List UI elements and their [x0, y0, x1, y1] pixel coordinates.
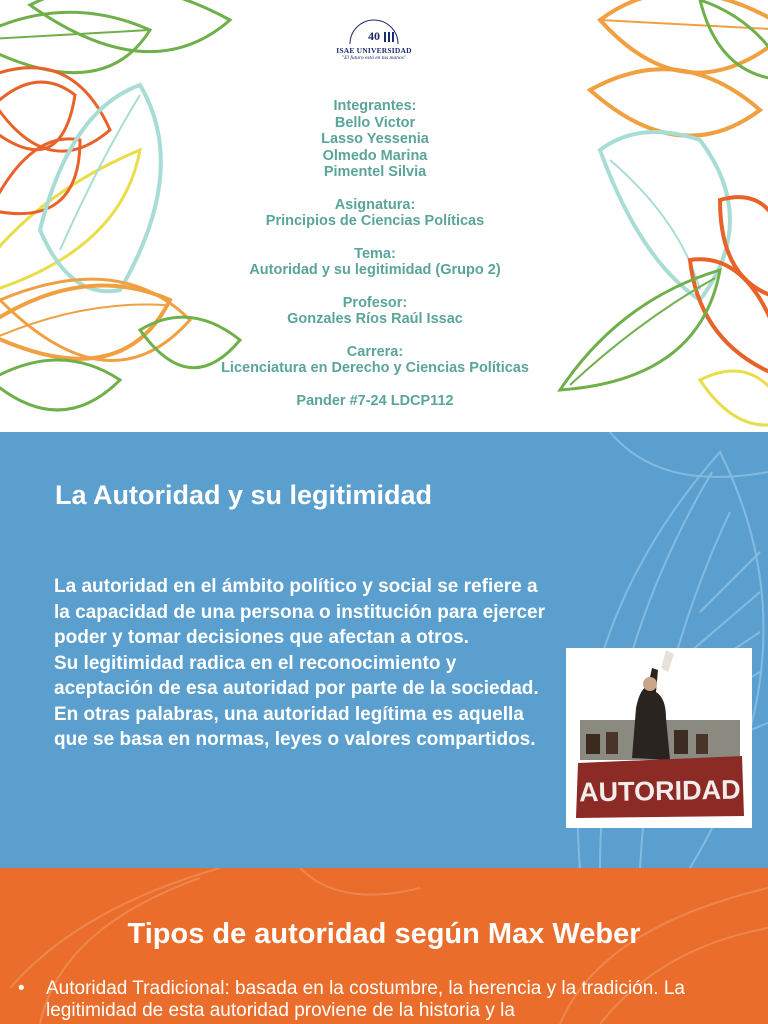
- tema-block: [180, 246, 570, 279]
- asignatura-block: [180, 197, 570, 230]
- grupo-block: [180, 393, 570, 410]
- university-logo: [328, 14, 420, 61]
- profesor-value: Gonzales Ríos Raúl Issac: [287, 311, 463, 327]
- cover-details: [180, 98, 570, 425]
- weber-title: Tipos de autoridad según Max Weber: [127, 918, 641, 950]
- integrantes-block: [180, 98, 570, 181]
- university-motto: "El futuro está en tus manos": [341, 55, 407, 61]
- cover-slide: [0, 0, 768, 432]
- integrante-name: Lasso Yessenia: [321, 131, 429, 147]
- weber-slide: [0, 868, 768, 1024]
- authority-image-text: AUTORIDAD: [578, 774, 741, 808]
- integrante-name: Bello Victor: [334, 114, 416, 131]
- integrante-name: Pimentel Silvia: [323, 164, 427, 180]
- carrera-block: [180, 344, 570, 377]
- authority-paragraph: La autoridad en el ámbito político y social se refiere a la capacidad de una persona o institución para ejercer poder y tomar decisiones que afectan a otros.: [54, 576, 545, 648]
- list-item-text: Autoridad Tradicional: basada en la costumbre, la herencia y la tradición. La legitimidad de esta autoridad proviene de la historia y la: [46, 978, 685, 1021]
- list-item: [18, 978, 758, 1022]
- authority-body: [54, 574, 554, 753]
- carrera-value: Licenciatura en Derecho y Ciencias Políticas: [221, 360, 529, 376]
- university-seal-icon: [342, 14, 406, 46]
- authority-paragraph: Su legitimidad radica en el reconocimiento y aceptación de esa autoridad por parte de la sociedad.: [54, 652, 539, 699]
- asignatura-value: Principios de Ciencias Políticas: [265, 213, 485, 229]
- integrante-name: Olmedo Marina: [322, 147, 428, 164]
- authority-title: La Autoridad y su legitimidad: [55, 480, 433, 510]
- authority-slide: [0, 432, 768, 868]
- asignatura-label: Asignatura:: [334, 196, 416, 213]
- integrantes-label: Integrantes:: [333, 98, 417, 114]
- carrera-label: Carrera:: [346, 343, 404, 360]
- tema-label: Tema:: [354, 245, 396, 262]
- bullet-icon: •: [18, 978, 25, 999]
- svg-text:40: 40: [368, 29, 380, 43]
- profesor-label: Profesor:: [342, 294, 408, 311]
- authority-image: [566, 648, 752, 828]
- university-name: ISAE UNIVERSIDAD: [336, 46, 412, 55]
- grupo-value: Pander #7-24 LDCP112: [296, 392, 454, 409]
- weber-list: [18, 978, 758, 1022]
- tema-value: Autoridad y su legitimidad (Grupo 2): [249, 262, 501, 278]
- authority-photo: [566, 648, 752, 828]
- authority-paragraph: En otras palabras, una autoridad legítima es aquella que se basa en normas, leyes o valores compartidos.: [54, 703, 536, 750]
- profesor-block: [180, 295, 570, 328]
